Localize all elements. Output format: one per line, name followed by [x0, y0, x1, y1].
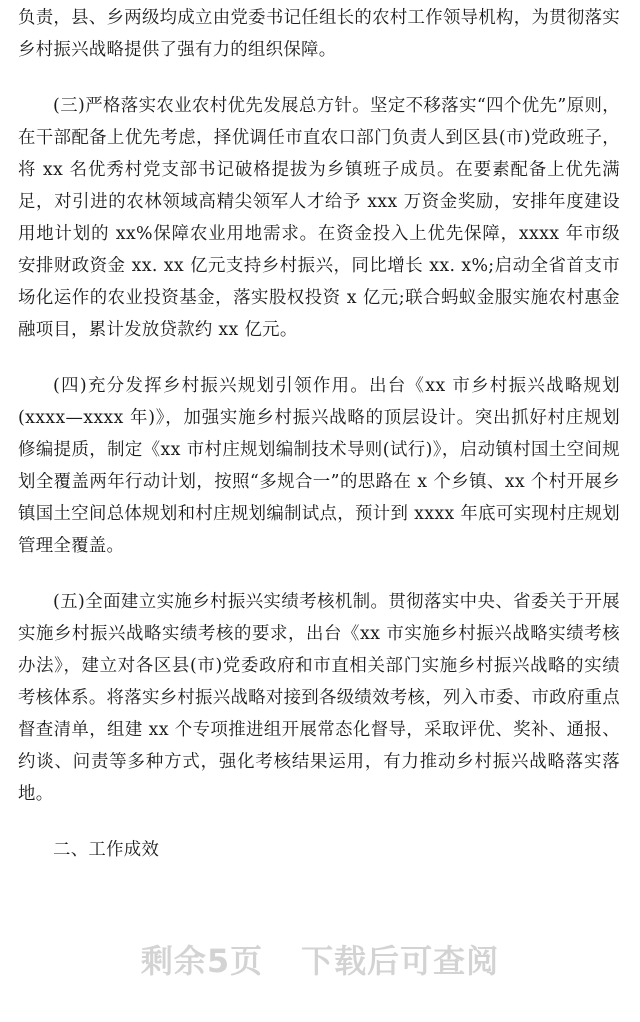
- document-body: [18, 2, 620, 866]
- section-heading-work-results: 二、工作成效: [53, 840, 160, 860]
- paragraph-section-3: (三)严格落实农业农村优先发展总方针。坚定不移落实“四个优先”原则，在干部配备上优先考虑，择优调任市直农口部门负责人到区县(市)党政班子，将 xx 名优秀村党支部书记破格提拔为乡镇班子成员。在要素配备上优先满足，对引进的农林领域高精尖领军人才给予 xxx 万资金奖励，安排年度建设用地计划的 xx%保障农业用地需求。在资金投入上优先保障，xxxx 年市级安排财政资金 xx. xx 亿元支持乡村振兴，同比增长 xx. x%;启动全省首支市场化运作的农业投资基金，落实股权投资 x 亿元;联合蚂蚁金服实施农村惠金融项目，累计发放贷款约 xx 亿元。: [18, 96, 620, 340]
- remaining-pages-text: 剩余5页: [140, 942, 264, 980]
- paragraph-continuation: 负责，县、乡两级均成立由党委书记任组长的农村工作领导机构，为贯彻落实乡村振兴战略提供了强有力的组织保障。: [18, 8, 620, 60]
- paragraph-gap: [18, 562, 620, 586]
- remaining-pages-notice[interactable]: [0, 936, 640, 982]
- paragraph-gap: [18, 66, 620, 90]
- paragraph-section-4: (四)充分发挥乡村振兴规划引领作用。出台《xx 市乡村振兴战略规划(xxxx—xxxx 年)》，加强实施乡村振兴战略的顶层设计。突出抓好村庄规划修编提质，制定《xx 市村庄规划编制技术导则(试行)》，启动镇村国土空间规划全覆盖两年行动计划，按照“多规合一”的思路在 x 个乡镇、xx 个村开展乡镇国土空间总体规划和村庄规划编制试点，预计到 xxxx 年底可实现村庄规划管理全覆盖。: [18, 376, 620, 556]
- paragraph-gap: [18, 810, 620, 834]
- paragraph-section-5: (五)全面建立实施乡村振兴实绩考核机制。贯彻落实中央、省委关于开展实施乡村振兴战略实绩考核的要求，出台《xx 市实施乡村振兴战略实绩考核办法》，建立对各区县(市)党委政府和市直相关部门实施乡村振兴战略的实绩考核体系。将落实乡村振兴战略对接到各级绩效考核，列入市委、市政府重点督查清单，组建 xx 个专项推进组开展常态化督导，采取评优、奖补、通报、约谈、问责等多种方式，强化考核结果运用，有力推动乡村振兴战略落实落地。: [18, 592, 620, 804]
- download-to-view-text: 下载后可查阅: [301, 942, 500, 980]
- paragraph-gap: [18, 346, 620, 370]
